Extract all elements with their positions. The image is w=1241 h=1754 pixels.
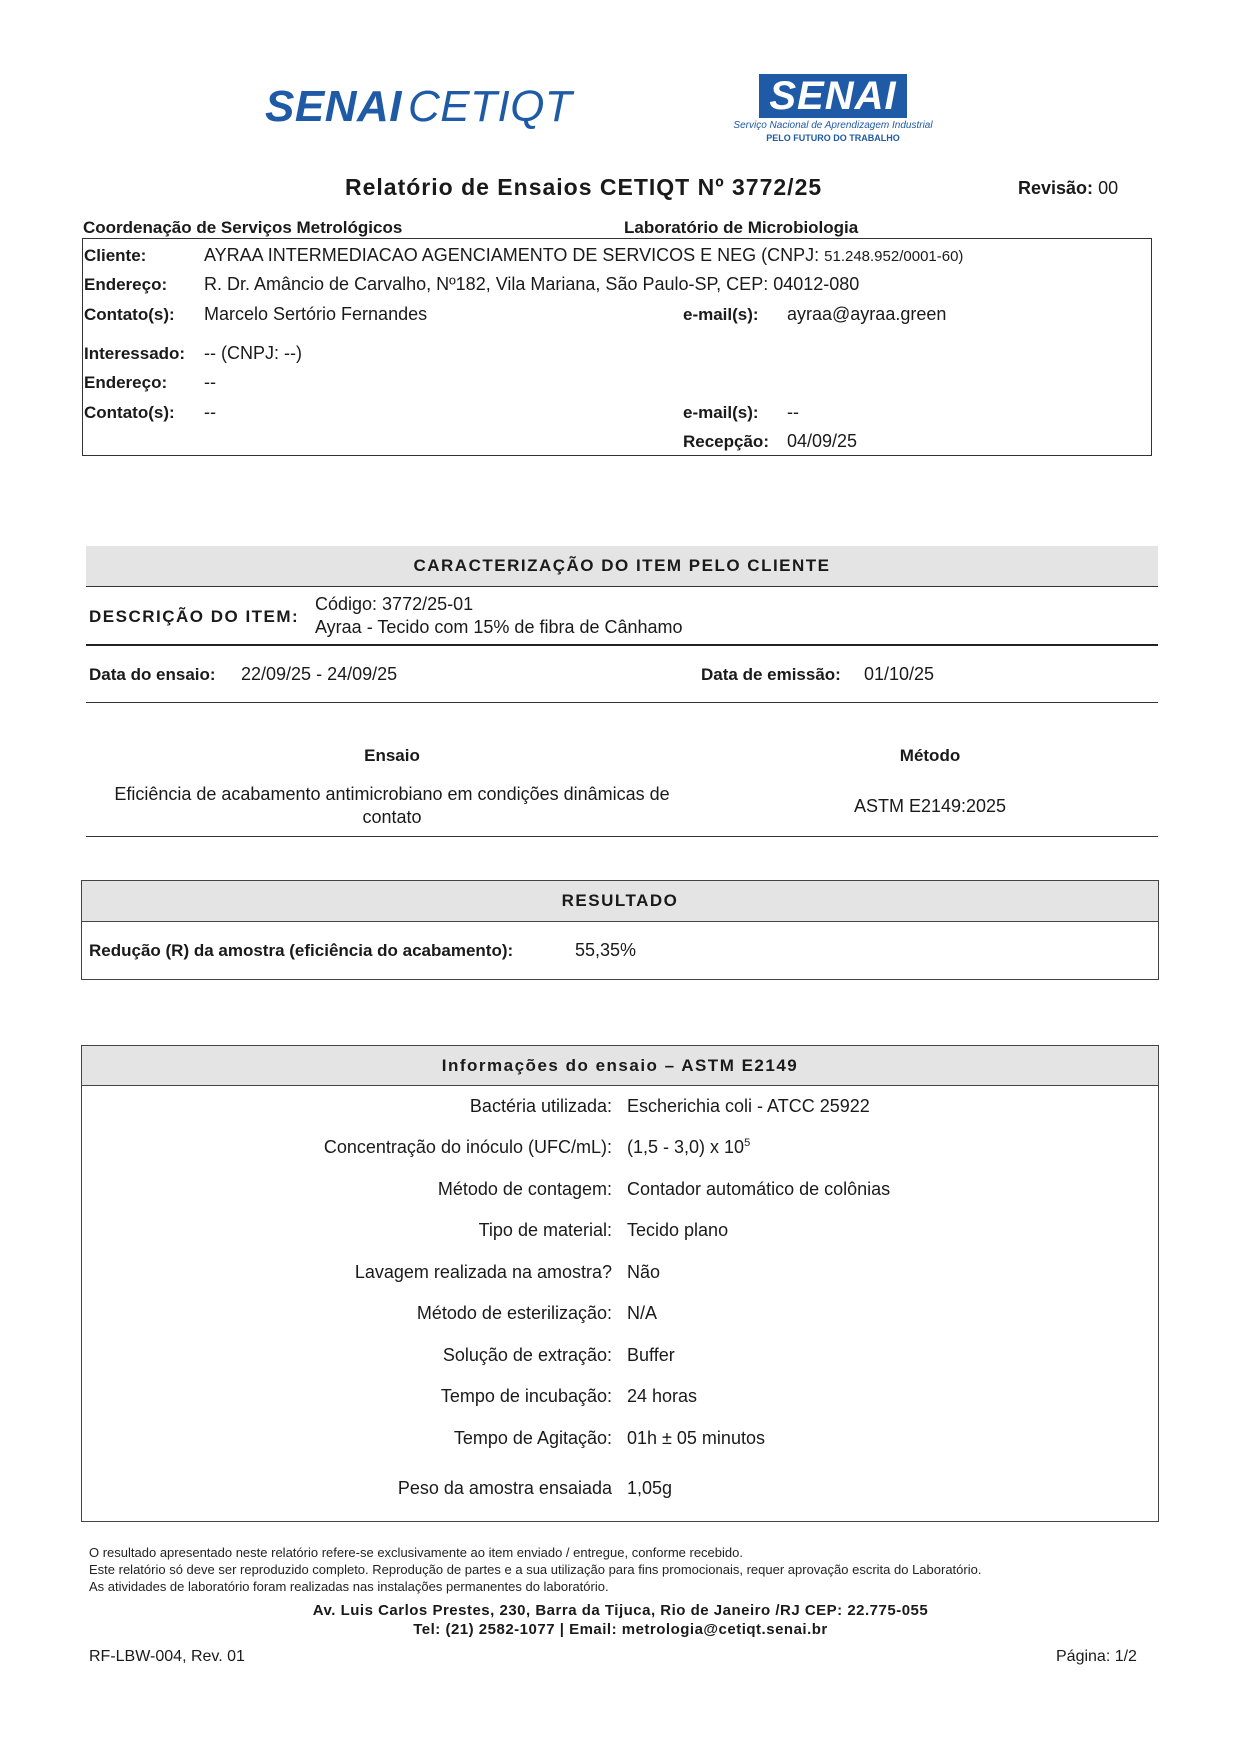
info-key: Concentração do inóculo (UFC/mL): bbox=[323, 1137, 612, 1157]
item-description: Ayraa - Tecido com 15% de fibra de Cânhamo bbox=[315, 617, 683, 637]
info-key: Tempo de incubação: bbox=[440, 1386, 612, 1406]
senai-logo-tagline: PELO FUTURO DO TRABALHO bbox=[766, 133, 900, 143]
info-key: Método de contagem: bbox=[437, 1179, 612, 1199]
info-row-incubation bbox=[82, 1386, 1160, 1410]
reception-value: 04/09/25 bbox=[787, 431, 858, 451]
info-row-weight bbox=[82, 1478, 1160, 1502]
item-section-header: CARACTERIZAÇÃO DO ITEM PELO CLIENTE bbox=[86, 546, 1158, 586]
email-value: ayraa@ayraa.green bbox=[787, 304, 947, 324]
laboratory-label: Laboratório de Microbiologia bbox=[624, 218, 859, 237]
result-label: Redução (R) da amostra (eficiência do acabamento): bbox=[89, 941, 514, 960]
info-value-group bbox=[627, 1137, 750, 1158]
divider bbox=[86, 836, 1158, 837]
test-date-label: Data do ensaio: bbox=[89, 665, 216, 684]
method-column-header: Método bbox=[899, 746, 961, 765]
divider bbox=[86, 644, 1158, 646]
info-value: Não bbox=[627, 1262, 661, 1282]
address2-value: -- bbox=[204, 372, 216, 392]
info-key: Bactéria utilizada: bbox=[469, 1096, 612, 1116]
footer-note-2: Este relatório só deve ser reproduzido completo. Reprodução de partes e a sua utilização para fins promocionais, requer aprovação escrita do Laboratório. bbox=[89, 1562, 982, 1577]
test-column-header: Ensaio bbox=[364, 746, 420, 765]
info-row-count-method bbox=[82, 1179, 1160, 1203]
interested-value: -- (CNPJ: --) bbox=[204, 343, 302, 363]
issue-date-label: Data de emissão: bbox=[701, 665, 841, 684]
interested-label: Interessado: bbox=[84, 344, 186, 363]
revision-value: 00 bbox=[1098, 178, 1119, 198]
report-title: Relatório de Ensaios CETIQT Nº 3772/25 bbox=[345, 174, 823, 200]
footer-note-3: As atividades de laboratório foram realizadas nas instalações permanentes do laboratório. bbox=[89, 1579, 609, 1594]
email2-value: -- bbox=[787, 402, 799, 422]
info-key: Lavagem realizada na amostra? bbox=[354, 1262, 612, 1282]
contact-value: Marcelo Sertório Fernandes bbox=[204, 304, 428, 324]
info-value-exponent: 5 bbox=[744, 1137, 751, 1149]
info-value: N/A bbox=[627, 1303, 658, 1323]
test-info-header: Informações do ensaio – ASTM E2149 bbox=[82, 1046, 1158, 1086]
contact2-value: -- bbox=[204, 402, 216, 422]
info-row-material bbox=[82, 1220, 1160, 1244]
logo-cetiqt-part1: SENAI bbox=[265, 82, 402, 131]
coordination-label: Coordenação de Serviços Metrológicos bbox=[83, 218, 403, 237]
info-key: Solução de extração: bbox=[442, 1345, 612, 1365]
contact2-label: Contato(s): bbox=[84, 403, 175, 422]
client-label: Cliente: bbox=[84, 246, 147, 265]
info-key: Tipo de material: bbox=[478, 1220, 612, 1240]
info-value: 01h ± 05 minutos bbox=[627, 1428, 765, 1448]
issue-date-value: 01/10/25 bbox=[864, 664, 935, 684]
senai-logo-subtitle: Serviço Nacional de Aprendizagem Industrial bbox=[733, 120, 933, 131]
info-row-bacteria bbox=[82, 1096, 1160, 1120]
email2-label: e-mail(s): bbox=[683, 403, 759, 422]
contact-label: Contato(s): bbox=[84, 305, 175, 324]
item-code: Código: 3772/25-01 bbox=[315, 594, 474, 614]
info-value: 24 horas bbox=[627, 1386, 698, 1406]
revision-label: Revisão: bbox=[1018, 178, 1094, 198]
address-label: Endereço: bbox=[84, 275, 168, 294]
item-description-label: DESCRIÇÃO DO ITEM: bbox=[89, 607, 300, 626]
info-value: 1,05g bbox=[627, 1478, 673, 1498]
test-name-line1: Eficiência de acabamento antimicrobiano em condições dinâmicas de bbox=[114, 784, 670, 804]
info-row-washing bbox=[82, 1262, 1160, 1286]
email-label: e-mail(s): bbox=[683, 305, 759, 324]
revision bbox=[1018, 178, 1118, 199]
form-code: RF-LBW-004, Rev. 01 bbox=[89, 1648, 245, 1665]
info-row-extraction bbox=[82, 1345, 1160, 1369]
client-cnpj: 51.248.952/0001-60) bbox=[824, 248, 964, 265]
senai-logo bbox=[718, 74, 948, 143]
address-value: R. Dr. Amâncio de Carvalho, Nº182, Vila Mariana, São Paulo-SP, CEP: 04012-080 bbox=[204, 274, 860, 294]
address2-label: Endereço: bbox=[84, 373, 168, 392]
info-row-concentration bbox=[82, 1137, 1160, 1161]
reception-label: Recepção: bbox=[683, 432, 769, 451]
test-date-value: 22/09/25 - 24/09/25 bbox=[241, 664, 398, 684]
info-value: Escherichia coli - ATCC 25922 bbox=[627, 1096, 870, 1116]
info-value: Tecido plano bbox=[627, 1220, 729, 1240]
client-name: AYRAA INTERMEDIACAO AGENCIAMENTO DE SERVICOS E NEG (CNPJ: bbox=[204, 245, 820, 265]
senai-cetiqt-logo bbox=[265, 82, 572, 132]
result-section-header: RESULTADO bbox=[82, 881, 1158, 922]
info-key: Peso da amostra ensaiada bbox=[397, 1478, 612, 1498]
result-value: 55,35% bbox=[575, 940, 637, 960]
info-value: Buffer bbox=[627, 1345, 675, 1365]
client-value bbox=[204, 245, 963, 266]
method-value: ASTM E2149:2025 bbox=[853, 796, 1007, 816]
info-row-agitation bbox=[82, 1428, 1160, 1452]
page-number: Página: 1/2 bbox=[1056, 1648, 1137, 1665]
info-row-sterilization bbox=[82, 1303, 1160, 1327]
senai-logo-box: SENAI bbox=[759, 74, 906, 118]
footer-contact: Tel: (21) 2582-1077 | Email: metrologia@cetiqt.senai.br bbox=[413, 1621, 828, 1638]
footer-address: Av. Luis Carlos Prestes, 230, Barra da Tijuca, Rio de Janeiro /RJ CEP: 22.775-055 bbox=[312, 1602, 929, 1619]
info-key: Método de esterilização: bbox=[416, 1303, 612, 1323]
test-name-line2: contato bbox=[362, 807, 422, 827]
logo-cetiqt-part2: CETIQT bbox=[407, 82, 573, 131]
info-key: Tempo de Agitação: bbox=[453, 1428, 612, 1448]
footer-note-1: O resultado apresentado neste relatório refere-se exclusivamente ao item enviado / entregue, conforme recebido. bbox=[89, 1545, 743, 1560]
divider bbox=[86, 586, 1158, 587]
info-value: (1,5 - 3,0) x 10 bbox=[627, 1137, 745, 1157]
test-info-box bbox=[81, 1045, 1159, 1522]
info-value: Contador automático de colônias bbox=[627, 1179, 891, 1199]
divider bbox=[86, 702, 1158, 703]
